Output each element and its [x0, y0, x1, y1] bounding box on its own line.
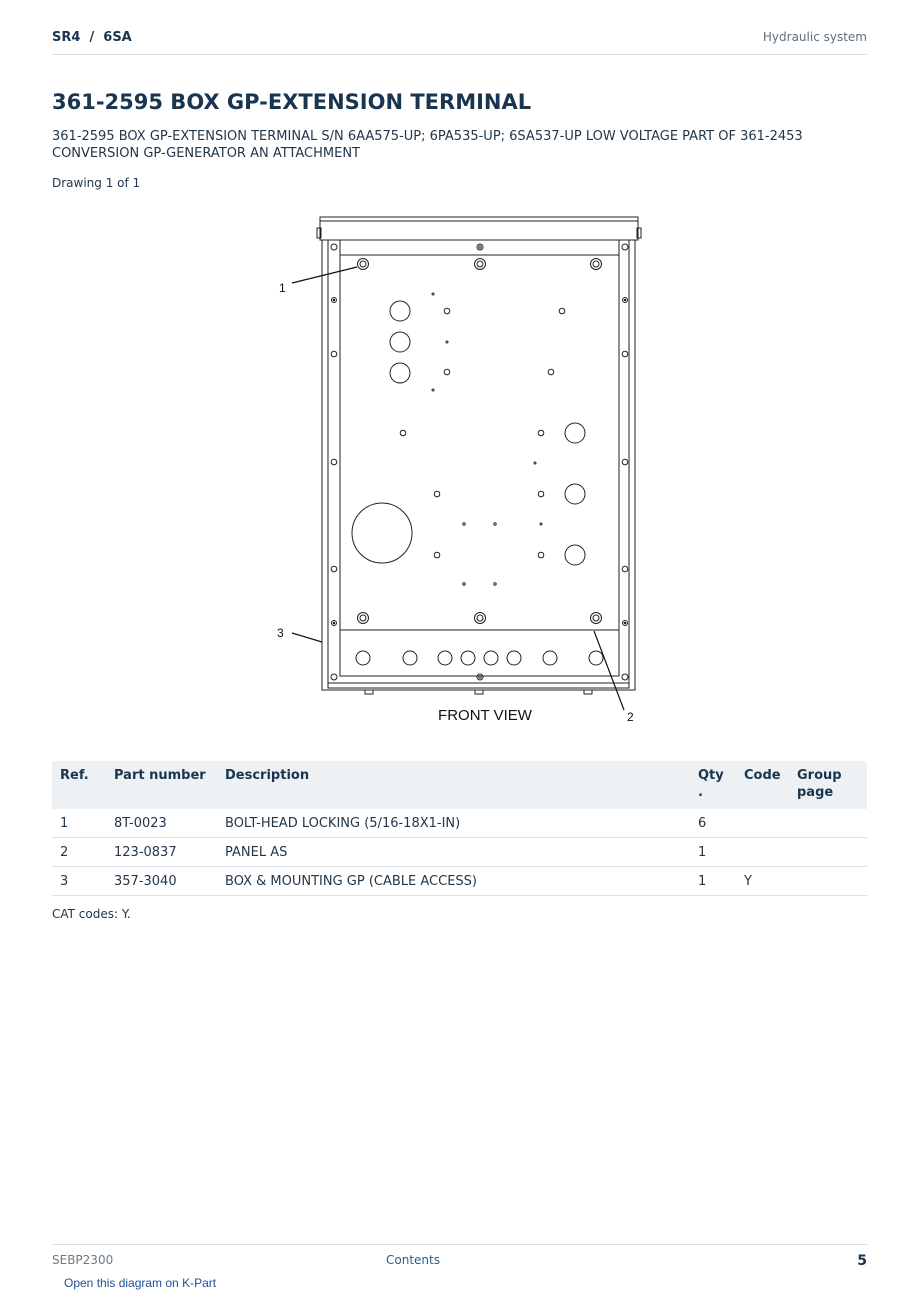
table-row [52, 838, 867, 867]
callout-3: 3 [277, 626, 284, 640]
row-ref: 3 [52, 867, 106, 896]
back-panel [340, 240, 619, 676]
page-number: 5 [857, 1253, 867, 1269]
row-group-page [789, 838, 867, 867]
callout-1: 1 [279, 281, 286, 295]
row-part-number: 123-0837 [106, 838, 217, 867]
header-qty: Qty . [690, 761, 736, 809]
table-row [52, 867, 867, 896]
header-code: Code [736, 761, 789, 809]
header-description: Description [217, 761, 690, 809]
row-qty: 1 [690, 838, 736, 867]
row-ref: 2 [52, 838, 106, 867]
enclosure-outline [322, 240, 635, 690]
page-title: 361-2595 BOX GP-EXTENSION TERMINAL [52, 90, 532, 114]
cat-codes-note: CAT codes: Y. [52, 907, 131, 921]
row-group-page [789, 809, 867, 838]
row-qty: 6 [690, 809, 736, 838]
lid-outline [320, 217, 638, 240]
callout-2: 2 [627, 710, 634, 724]
page-footer [52, 1244, 867, 1275]
document-id: SEBP2300 [52, 1253, 114, 1267]
header-ref: Ref. [52, 761, 106, 809]
row-description: PANEL AS [217, 838, 690, 867]
breadcrumb: SR4 / 6SA [52, 30, 132, 45]
section-name: Hydraulic system [762, 30, 867, 44]
leader-line-1 [292, 267, 357, 283]
row-description: BOX & MOUNTING GP (CABLE ACCESS) [217, 867, 690, 896]
table-header-row [52, 761, 867, 809]
parts-table [52, 761, 867, 896]
row-qty: 1 [690, 867, 736, 896]
row-code [736, 809, 789, 838]
page-subtitle: 361-2595 BOX GP-EXTENSION TERMINAL S/N 6AA575-UP; 6PA535-UP; 6SA537-UP LOW VOLTAGE PART OF 361-2453 CONVERSION GP-GENERATOR AN ATTACHMENT [52, 129, 803, 161]
parts-diagram [270, 210, 650, 730]
row-ref: 1 [52, 809, 106, 838]
leader-line-3 [292, 633, 322, 642]
page-header [52, 28, 867, 55]
table-row [52, 809, 867, 838]
row-part-number: 357-3040 [106, 867, 217, 896]
row-description: BOLT-HEAD LOCKING (5/16-18X1-IN) [217, 809, 690, 838]
row-part-number: 8T-0023 [106, 809, 217, 838]
view-label: FRONT VIEW [438, 707, 532, 724]
open-diagram-kpart-link[interactable]: Open this diagram on K-Part [64, 1276, 217, 1290]
row-group-page [789, 867, 867, 896]
contents-link[interactable]: Contents [386, 1253, 440, 1267]
drawing-count: Drawing 1 of 1 [52, 176, 141, 190]
row-code [736, 838, 789, 867]
row-code: Y [736, 867, 789, 896]
header-group-page: Group page [789, 761, 867, 809]
header-part-number: Part number [106, 761, 217, 809]
